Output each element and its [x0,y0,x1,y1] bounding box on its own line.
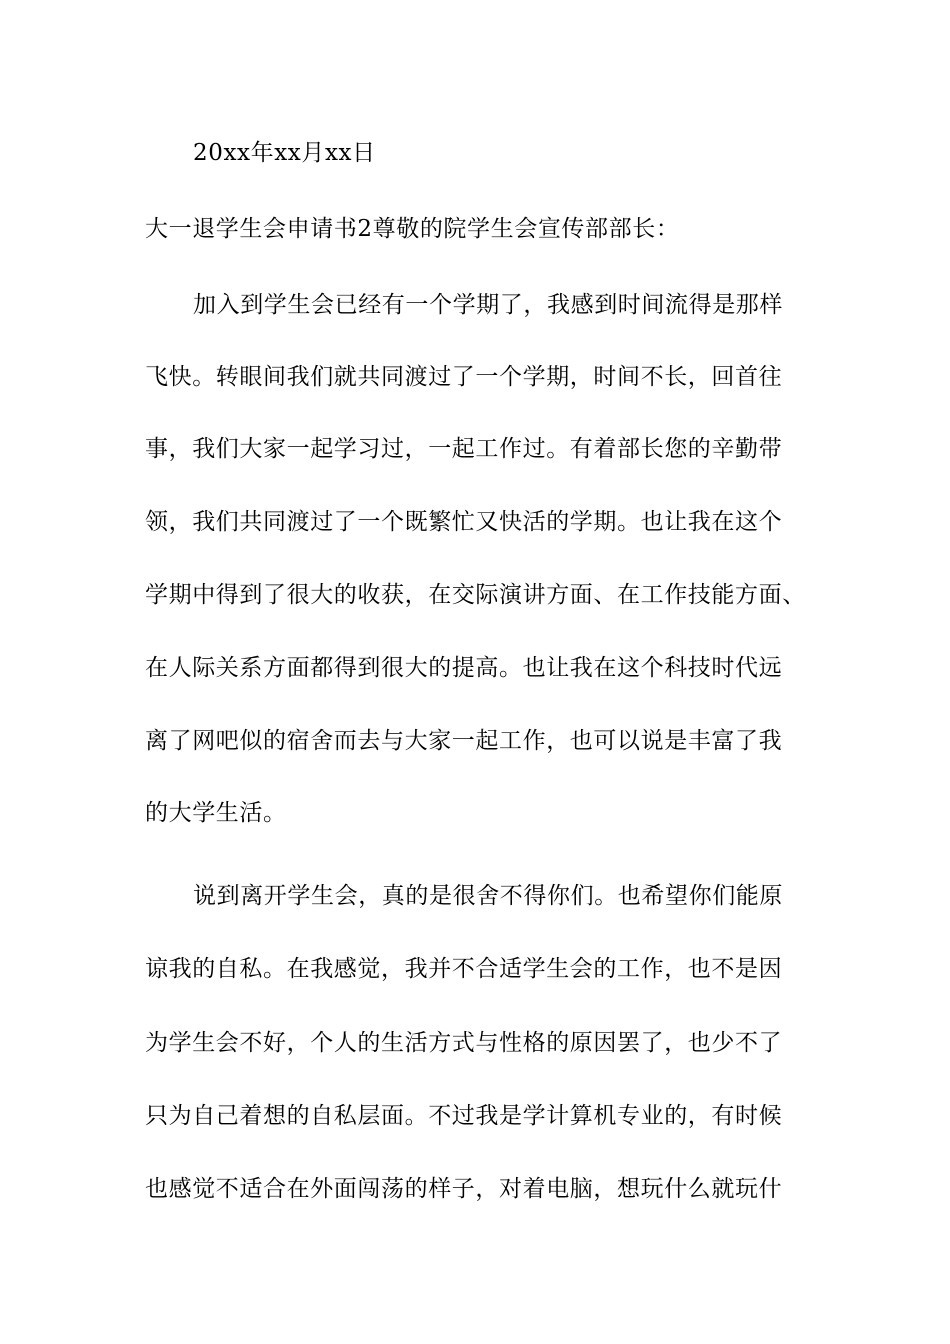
paragraph-line: 飞快。转眼间我们就共同渡过了一个学期，时间不长，回首往 [145,364,783,390]
paragraph-line: 离了网吧似的宿舍而去与大家一起工作，也可以说是丰富了我 [145,728,783,754]
date-line: 20xx年xx月xx日 [193,140,376,166]
paragraph-line: 只为自己着想的自私层面。不过我是学计算机专业的，有时候 [145,1103,783,1129]
paragraph-line: 事，我们大家一起学习过，一起工作过。有着部长您的辛勤带 [145,436,783,462]
paragraph-line: 在人际关系方面都得到很大的提高。也让我在这个科技时代远 [145,655,783,681]
paragraph-line: 谅我的自私。在我感觉，我并不合适学生会的工作，也不是因 [145,956,783,982]
paragraph-line: 说到离开学生会，真的是很舍不得你们。也希望你们能原 [193,883,783,909]
paragraph-line: 学期中得到了很大的收获，在交际演讲方面、在工作技能方面、 [145,582,806,608]
paragraph-line: 领，我们共同渡过了一个既繁忙又快活的学期。也让我在这个 [145,509,783,535]
paragraph-line: 的大学生活。 [145,800,287,826]
paragraph-line: 加入到学生会已经有一个学期了，我感到时间流得是那样 [193,292,783,318]
paragraph-line: 也感觉不适合在外面闯荡的样子，对着电脑，想玩什么就玩什 [145,1176,783,1202]
document-heading: 大一退学生会申请书2尊敬的院学生会宣传部部长： [145,216,680,242]
paragraph-line: 为学生会不好，个人的生活方式与性格的原因罢了，也少不了 [145,1030,783,1056]
